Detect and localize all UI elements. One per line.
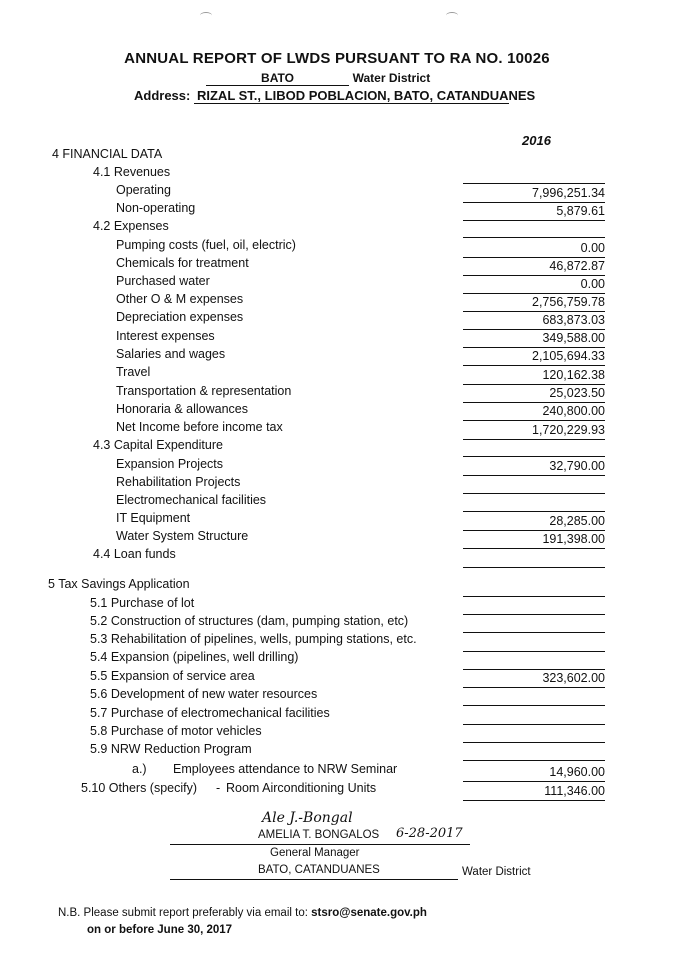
tax-item-value: [463, 652, 605, 670]
nrw-sub-value: 14,960.00: [463, 764, 605, 782]
expense-value: 2,756,759.78: [463, 294, 605, 312]
scan-mark: [446, 12, 458, 19]
signatory-name: AMELIA T. BONGALOS: [258, 829, 380, 841]
nrw-sub-label: Employees attendance to NRW Seminar: [173, 762, 398, 776]
tax-item-label: 5.5 Expansion of service area: [90, 669, 255, 683]
expense-label: Other O & M expenses: [116, 292, 244, 306]
signature-district-suffix: Water District: [462, 866, 531, 878]
expense-value: 2,105,694.33: [463, 348, 605, 366]
district-suffix: Water District: [352, 71, 431, 85]
capex-line: [463, 456, 605, 457]
others-item: Room Airconditioning Units: [226, 781, 377, 795]
expense-label: Chemicals for treatment: [116, 256, 249, 270]
others-label: 5.10 Others (specify): [81, 781, 198, 795]
address-line: [134, 88, 536, 104]
district-name: BATO: [206, 71, 349, 86]
revenues-heading: 4.1 Revenues: [93, 165, 171, 179]
revenue-value: 5,879.61: [463, 203, 605, 221]
tax-item-value: [463, 634, 605, 652]
expense-value: 1,720,229.93: [463, 422, 605, 440]
district-line: [206, 70, 430, 86]
year-column-line: [463, 183, 605, 184]
tax-item-value: [463, 597, 605, 615]
scan-mark: [200, 12, 212, 19]
signature-district: BATO, CATANDUANES: [258, 864, 380, 876]
others-dash: -: [216, 781, 221, 795]
tax-item-label: 5.7 Purchase of electromechanical facilities: [90, 706, 330, 720]
tax-item-label: 5.4 Expansion (pipelines, well drilling): [90, 650, 299, 664]
address-value: RIZAL ST., LIBOD POBLACION, BATO, CATANDUANES: [194, 88, 509, 104]
revenue-label: Non-operating: [116, 201, 196, 215]
loan-value: [463, 550, 605, 568]
tax-item-label: 5.1 Purchase of lot: [90, 596, 195, 610]
expense-label: Transportation & representation: [116, 384, 292, 398]
tax-item-label: 5.9 NRW Reduction Program: [90, 742, 252, 756]
capex-value: 28,285.00: [463, 513, 605, 531]
capex-heading: 4.3 Capital Expenditure: [93, 438, 223, 452]
handwritten-signature: Ale J.-Bongal: [262, 810, 353, 826]
report-title: ANNUAL REPORT OF LWDS PURSUANT TO RA NO. 10026: [124, 50, 550, 67]
expense-value: 0.00: [463, 276, 605, 294]
capex-value: 191,398.00: [463, 531, 605, 549]
financial-heading: 4 FINANCIAL DATA: [52, 147, 163, 161]
expense-label: Purchased water: [116, 274, 210, 288]
tax-item-value: 323,602.00: [463, 670, 605, 688]
capex-value: [463, 494, 605, 512]
expense-label: Pumping costs (fuel, oil, electric): [116, 238, 296, 252]
loan-label: 4.4 Loan funds: [93, 547, 176, 561]
footer-deadline: on or before June 30, 2017: [87, 924, 233, 936]
others-value: 111,346.00: [463, 783, 605, 801]
tax-item-label: 5.6 Development of new water resources: [90, 687, 318, 701]
expenses-line: [463, 237, 605, 238]
tax-item-value: [463, 707, 605, 725]
tax-item-value: [463, 725, 605, 743]
capex-label: IT Equipment: [116, 511, 191, 525]
tax-item-value: [463, 615, 605, 633]
revenue-label: Operating: [116, 183, 171, 197]
expense-label: Travel: [116, 365, 151, 379]
expense-value: 25,023.50: [463, 385, 605, 403]
footer-email: stsro@senate.gov.ph: [311, 907, 427, 919]
revenue-value: 7,996,251.34: [463, 185, 605, 203]
expense-value: 349,588.00: [463, 330, 605, 348]
expense-value: 240,800.00: [463, 403, 605, 421]
expense-value: 120,162.38: [463, 367, 605, 385]
capex-label: Electromechanical facilities: [116, 493, 267, 507]
expense-label: Net Income before income tax: [116, 420, 283, 434]
signature-date: 6-28-2017: [396, 826, 463, 841]
expense-label: Honoraria & allowances: [116, 402, 249, 416]
expense-label: Depreciation expenses: [116, 310, 244, 324]
expense-label: Salaries and wages: [116, 347, 226, 361]
address-label: Address:: [134, 88, 191, 103]
expense-value: 683,873.03: [463, 312, 605, 330]
capex-value: [463, 476, 605, 494]
expense-label: Interest expenses: [116, 329, 215, 343]
capex-value: 32,790.00: [463, 458, 605, 476]
tax-item-label: 5.3 Rehabilitation of pipelines, wells, pumping stations, etc.: [90, 632, 417, 646]
expense-value: 0.00: [463, 240, 605, 258]
signature-line: [170, 844, 470, 845]
capex-label: Expansion Projects: [116, 457, 224, 471]
expense-value: 46,872.87: [463, 258, 605, 276]
capex-label: Rehabilitation Projects: [116, 475, 241, 489]
expenses-heading: 4.2 Expenses: [93, 219, 169, 233]
tax-item-value: [463, 688, 605, 706]
signatory-position: General Manager: [270, 847, 360, 859]
report-year: 2016: [522, 133, 551, 148]
capex-label: Water System Structure: [116, 529, 249, 543]
tax-heading: 5 Tax Savings Application: [48, 577, 190, 591]
district-line: [170, 879, 458, 880]
tax-item-label: 5.2 Construction of structures (dam, pumping station, etc): [90, 614, 409, 628]
footer-note-line: [58, 907, 427, 919]
footer-note: N.B. Please submit report preferably via email to:: [58, 907, 308, 919]
tax-item-label: 5.8 Purchase of motor vehicles: [90, 724, 262, 738]
tax-item-value: [463, 743, 605, 761]
nrw-sub-marker: a.): [132, 762, 147, 776]
